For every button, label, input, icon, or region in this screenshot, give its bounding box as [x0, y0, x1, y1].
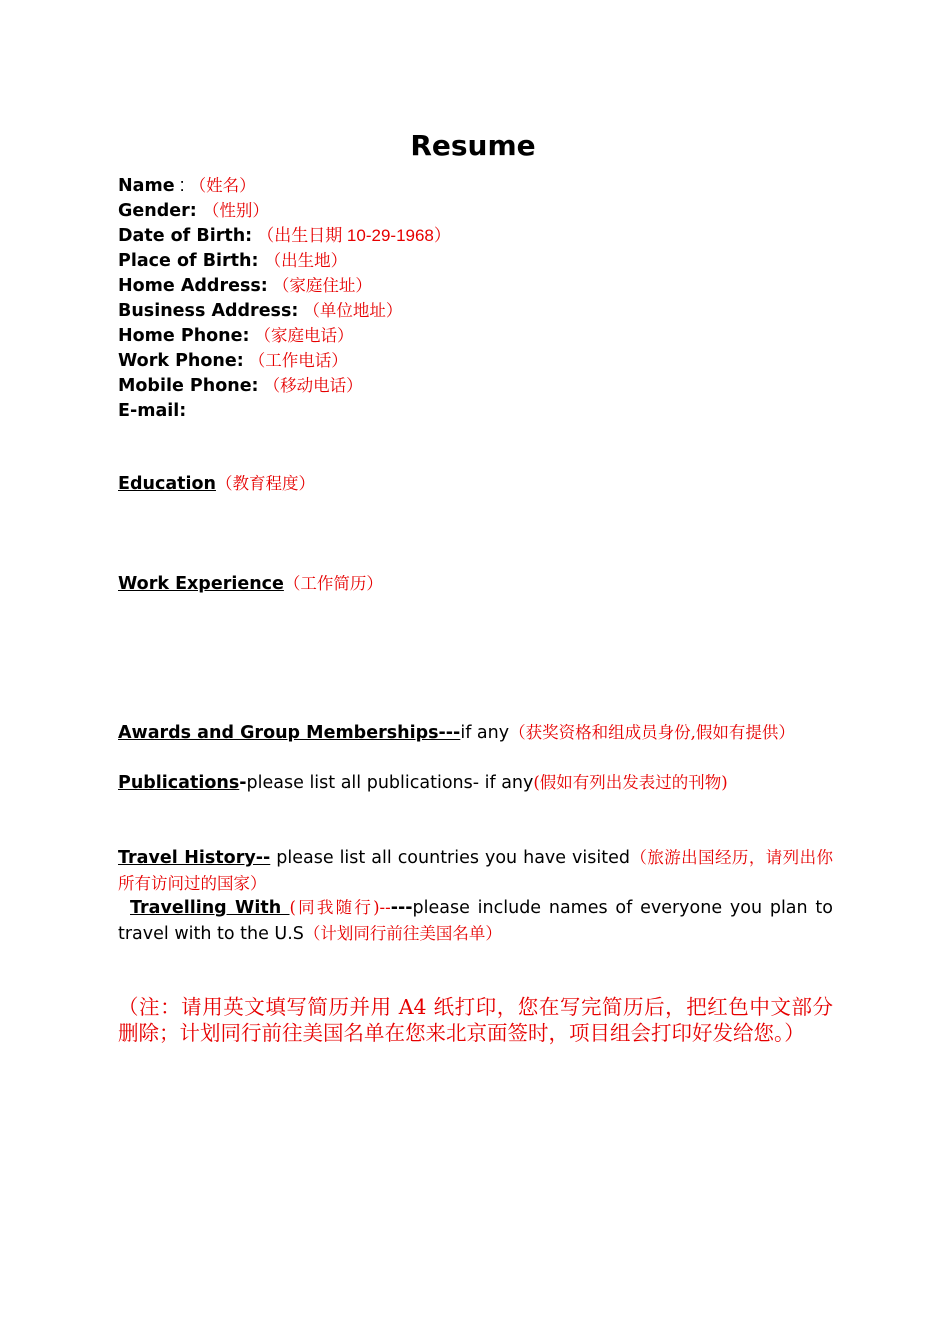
- education-section: [118, 471, 833, 497]
- work-experience-heading: Work Experience: [118, 574, 284, 594]
- travel-history-text: please list all countries you have visited: [270, 848, 630, 868]
- page-title: Resume: [410, 129, 536, 162]
- awards-text: if any: [460, 723, 510, 743]
- personal-info-fields: [118, 173, 838, 423]
- education-chinese-note: （教育程度）: [215, 474, 315, 493]
- field-label: Place of Birth: [118, 251, 252, 271]
- footnote-instructions: （注：请用英文填写简历并用 A4 纸打印，您在写完简历后，把红色中文部分删除；计划同行前往美国名单在您来北京面签时，项目组会打印好发给您。）: [118, 995, 833, 1045]
- publications-section: [118, 770, 833, 796]
- field-label: Gender: [118, 201, 190, 221]
- awards-heading: Awards and Group Memberships---: [118, 723, 461, 743]
- field-label: Date of Birth:: [118, 226, 253, 246]
- field-mobile-phone: [118, 373, 838, 398]
- publications-dash: -: [239, 773, 247, 793]
- field-name: [118, 173, 838, 198]
- field-chinese-note: （单位地址）: [303, 301, 403, 320]
- field-separator: :: [174, 175, 190, 195]
- field-chinese-note: （出生日期 10-29-1968）: [257, 226, 451, 245]
- field-date-of-birth: [118, 223, 838, 248]
- field-chinese-note: （移动电话）: [263, 376, 363, 395]
- field-home-address: [118, 273, 838, 298]
- travelling-with-section: [118, 895, 833, 947]
- field-label: Mobile Phone:: [118, 376, 259, 396]
- field-chinese-note: （家庭电话）: [254, 326, 354, 345]
- field-chinese-note: （出生地）: [264, 251, 348, 270]
- awards-section: [118, 720, 833, 746]
- field-chinese-note: （性别）: [202, 201, 269, 220]
- field-label: Business Address:: [118, 301, 299, 321]
- travelling-with-text: please include names of everyone you plan to travel with to the U.S: [118, 898, 833, 944]
- field-business-address: [118, 298, 838, 323]
- field-work-phone: [118, 348, 838, 373]
- travelling-with-dashes: ---: [390, 898, 413, 918]
- field-chinese-note: （工作电话）: [248, 351, 348, 370]
- field-separator: :: [251, 251, 265, 271]
- field-label: Work Phone:: [118, 351, 244, 371]
- field-label: Name: [118, 176, 175, 196]
- travel-history-chinese-note: （旅游出国经历，请列出你所有访问过的国家）: [118, 848, 834, 893]
- field-place-of-birth: [118, 248, 838, 273]
- awards-chinese-note: （获奖资格和组成员身份,假如有提供）: [509, 723, 795, 742]
- field-chinese-note: （姓名）: [189, 176, 256, 195]
- work-experience-section: [118, 571, 833, 597]
- travel-history-heading: Travel History--: [118, 848, 271, 868]
- field-separator: :: [189, 201, 203, 221]
- travel-history-section: [118, 845, 833, 896]
- field-chinese-note: （家庭住址）: [272, 276, 372, 295]
- field-label: Home Phone:: [118, 326, 250, 346]
- publications-heading: Publications: [118, 773, 240, 793]
- travelling-with-chinese-note-2: （计划同行前往美国名单）: [303, 924, 502, 943]
- field-gender: [118, 198, 838, 223]
- field-email: [118, 398, 838, 423]
- field-label: E-mail:: [118, 401, 187, 421]
- field-home-phone: [118, 323, 838, 348]
- education-heading: Education: [118, 474, 216, 494]
- work-experience-chinese-note: （工作简历）: [283, 574, 383, 593]
- field-label: Home Address:: [118, 276, 268, 296]
- publications-chinese-note: (假如有列出发表过的刊物): [533, 773, 728, 792]
- travelling-with-heading: Travelling With: [130, 898, 290, 918]
- publications-text: please list all publications- if any: [246, 773, 534, 793]
- travelling-with-chinese-note: (同我随行)--: [289, 898, 391, 917]
